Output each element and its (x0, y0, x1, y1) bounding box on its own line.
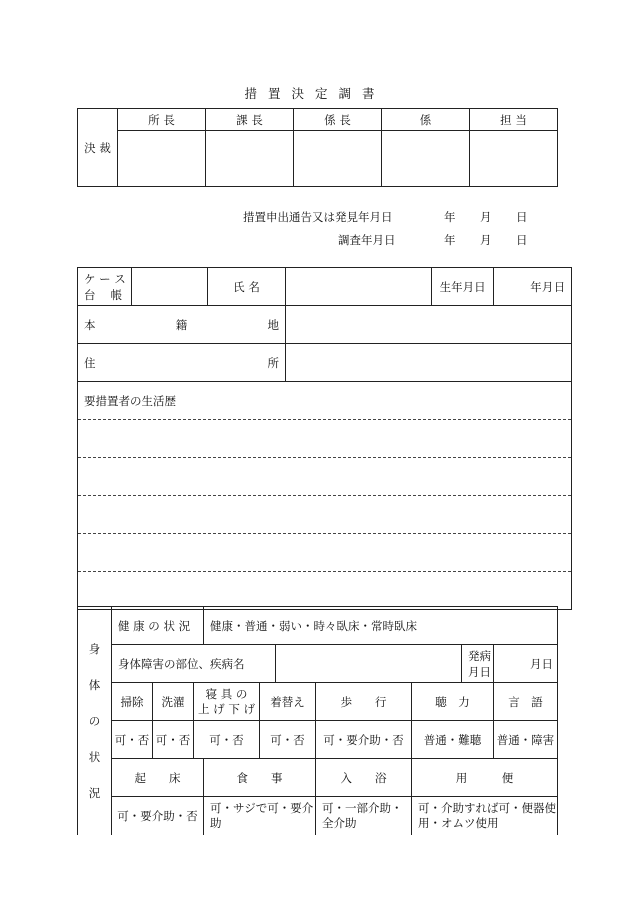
birth-date-field[interactable]: 年 月 日 (494, 268, 572, 306)
adl-header-walking: 歩 行 (316, 683, 412, 721)
health-options[interactable]: 健康・普通・弱い・時々臥床・常時臥床 (204, 607, 558, 645)
care-toilet-value[interactable]: 可・介助すれば可・便器使用・オムツ使用 (412, 797, 558, 835)
care-eating-value[interactable]: 可・サジで可・要介助 (204, 797, 316, 835)
approval-stamp-cell[interactable] (470, 131, 558, 187)
onset-label: 発病 月日 (462, 645, 494, 683)
domicile-field[interactable] (286, 306, 572, 344)
address-field[interactable] (286, 344, 572, 382)
body-section-label: 身 体 の 状 況 (78, 607, 112, 835)
adl-cleaning-value[interactable]: 可・否 (112, 721, 153, 759)
case-label: ケ ー ス 台 帳 (78, 268, 132, 306)
address-label: 住 所 (78, 344, 286, 382)
care-rising-value[interactable]: 可・要介助・否 (112, 797, 204, 835)
approval-header: 担 当 (470, 109, 558, 131)
approval-stamp-cell[interactable] (382, 131, 470, 187)
life-history-label: 要措置者の生活歴 (84, 394, 176, 408)
history-line (78, 572, 571, 609)
health-label: 健 康 の 状 況 (112, 607, 204, 645)
care-header-toilet: 用 便 (412, 759, 558, 797)
adl-header-dressing: 着替え (260, 683, 316, 721)
survey-day: 日 (516, 233, 528, 247)
name-field[interactable] (286, 268, 432, 306)
adl-header-cleaning: 掃除 (112, 683, 153, 721)
case-number-field[interactable] (132, 268, 208, 306)
report-month: 月 (480, 210, 492, 224)
report-day: 日 (516, 210, 528, 224)
survey-month: 月 (480, 233, 492, 247)
body-condition-table (77, 606, 558, 835)
onset-date-field[interactable]: 月 日 (494, 645, 558, 683)
care-header-rising: 起 床 (112, 759, 204, 797)
care-bathing-value[interactable]: 可・一部介助・全介助 (316, 797, 412, 835)
approval-header: 係 長 (294, 109, 382, 131)
approval-stamp-cell[interactable] (294, 131, 382, 187)
approval-stamp-cell[interactable] (206, 131, 294, 187)
adl-header-speech: 言 語 (494, 683, 558, 721)
history-line (78, 496, 571, 534)
approval-label: 決 裁 (78, 109, 118, 187)
name-label: 氏 名 (208, 268, 286, 306)
report-year: 年 (444, 210, 456, 224)
disability-label: 身体障害の部位、疾病名 (112, 645, 276, 683)
approval-header: 係 (382, 109, 470, 131)
life-history-field[interactable] (78, 382, 572, 610)
approval-table (77, 108, 558, 187)
survey-year: 年 (444, 233, 456, 247)
approval-header: 課 長 (206, 109, 294, 131)
birth-label: 生年月日 (432, 268, 494, 306)
report-date-label: 措置申出通告又は発見年月日 (243, 210, 393, 224)
adl-walking-value[interactable]: 可・要介助・否 (316, 721, 412, 759)
adl-laundry-value[interactable]: 可・否 (153, 721, 194, 759)
history-line (78, 458, 571, 496)
history-line (78, 534, 571, 572)
record-form-table (77, 267, 572, 610)
adl-header-laundry: 洗濯 (153, 683, 194, 721)
adl-header-bedding: 寝 具 の 上 げ 下 げ (194, 683, 260, 721)
adl-bedding-value[interactable]: 可・否 (194, 721, 260, 759)
domicile-label: 本 籍 地 (78, 306, 286, 344)
care-header-eating: 食 事 (204, 759, 316, 797)
approval-header: 所 長 (118, 109, 206, 131)
adl-speech-value[interactable]: 普通・障害 (494, 721, 558, 759)
survey-date-label: 調査年月日 (338, 233, 396, 247)
page-title: 措置決定調書 (244, 86, 386, 101)
approval-stamp-cell[interactable] (118, 131, 206, 187)
care-header-bathing: 入 浴 (316, 759, 412, 797)
adl-header-hearing: 聴 力 (412, 683, 494, 721)
adl-dressing-value[interactable]: 可・否 (260, 721, 316, 759)
history-line (78, 420, 571, 458)
disability-field[interactable] (276, 645, 462, 683)
adl-hearing-value[interactable]: 普通・難聴 (412, 721, 494, 759)
